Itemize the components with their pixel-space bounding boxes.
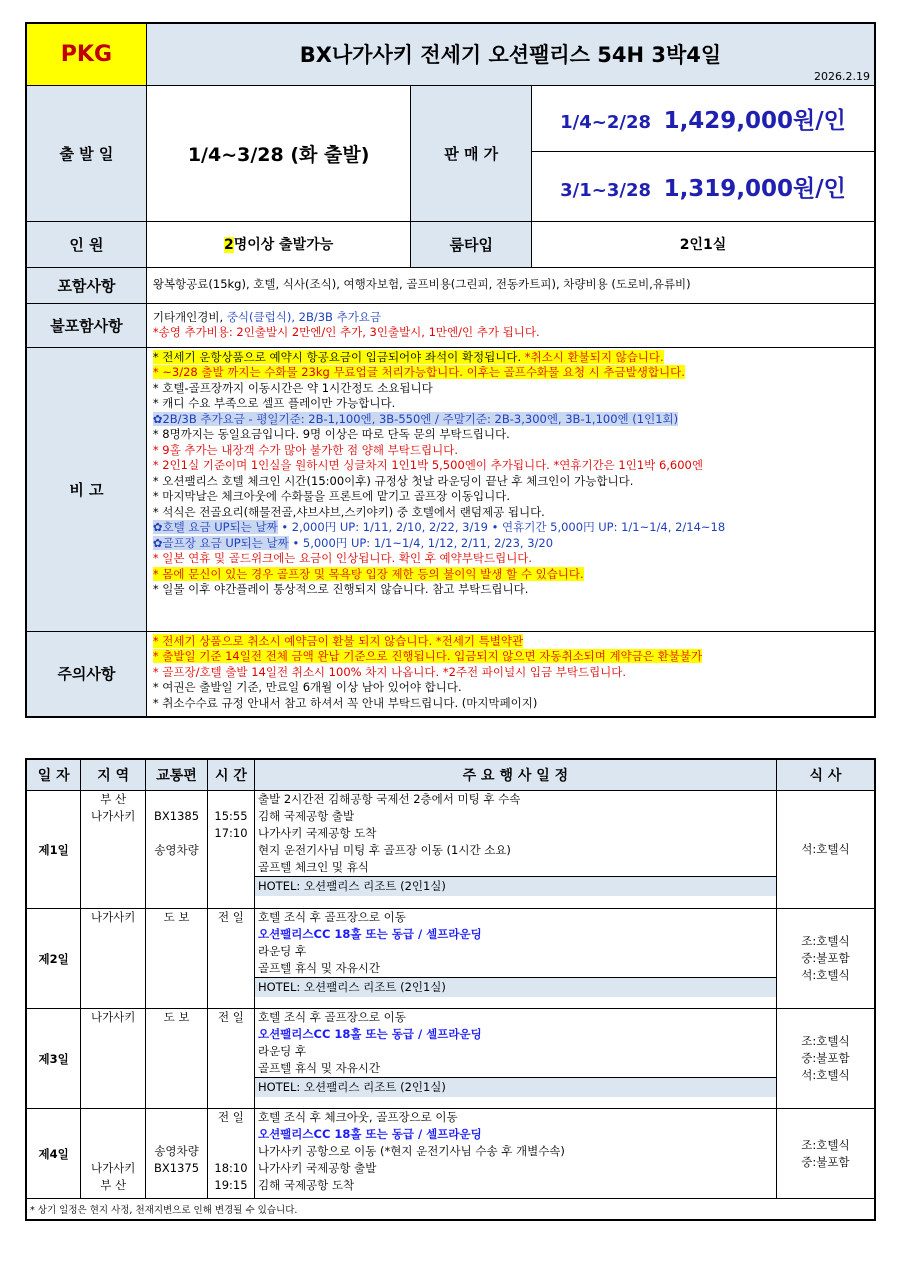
people-value: 2명이상 출발가능	[146, 221, 411, 267]
day-meal: 조:호텔식 중:불포함	[776, 1109, 875, 1199]
caution-3: * 골프장/호텔 출발 14일전 취소시 100% 차지 나옵니다. *2주전 파이널시 입금 부탁드립니다.	[152, 664, 627, 679]
day-time: 전 일 18:10 19:15	[208, 1109, 255, 1199]
day-time: 전 일	[208, 1009, 255, 1109]
day-transport: 도 보	[146, 1009, 208, 1109]
col-transport: 교통편	[146, 759, 208, 791]
day-label: 제4일	[26, 1109, 81, 1199]
day-time: 전 일	[208, 909, 255, 1009]
depart-value: 1/4~3/28 (화 출발)	[146, 85, 411, 221]
day-time: 15:55 17:10	[208, 791, 255, 909]
note-5: ✿2B/3B 추가요금 - 평일기준: 2B-1,100엔, 3B-550엔 / 주말기준: 2B-3,300엔, 3B-1,100엔 (1인1회)	[152, 411, 679, 426]
day-label: 제2일	[26, 909, 81, 1009]
day-label: 제3일	[26, 1009, 81, 1109]
day-row-3	[26, 1009, 875, 1109]
depart-label: 출 발 일	[26, 85, 146, 221]
note-10: * 마지막날은 체크아웃에 수화물을 프론트에 맡기고 골프장 이동입니다.	[152, 489, 510, 503]
day-schedule: 출발 2시간전 김해공항 국제선 2층에서 미팅 후 수속 김해 국제공항 출발 나가사키 국제공항 도착 현지 운전기사님 미팅 후 골프장 이동 (1시간 소요) 골프텔 체크인 및 휴식 HOTEL: 오션팰리스 리조트 (2인1실)	[254, 791, 776, 909]
document-date: 2026.2.19	[814, 69, 870, 83]
note-1: * 전세기 운항상품으로 예약시 항공요금이 입금되어야 좌석이 확정됩니다. *취소시 환불되지 않습니다.	[152, 349, 664, 364]
day-label: 제1일	[26, 791, 81, 909]
hotel-line: HOTEL: 오션팰리스 리조트 (2인1실)	[255, 977, 776, 997]
notes-list	[146, 347, 875, 631]
day-meal: 조:호텔식 중:불포함 석:호텔식	[776, 1009, 875, 1109]
caution-5: * 취소수수료 규정 안내서 참고 하셔서 꼭 안내 부탁드립니다. (마지막페이지)	[152, 695, 538, 710]
people-label: 인 원	[26, 221, 146, 267]
title-text: BX나가사키 전세기 오션팰리스 54H 3박4일	[299, 43, 722, 68]
day-meal: 조:호텔식 중:불포함 석:호텔식	[776, 909, 875, 1009]
note-4: * 캐디 수요 부족으로 셀프 플레이만 가능합니다.	[152, 396, 396, 410]
note-14: * 일본 연휴 및 골드위크에는 요금이 인상됩니다. 확인 후 예약부탁드립니다.	[152, 551, 533, 565]
note-6: * 8명까지는 동일요금입니다. 9명 이상은 따로 단독 문의 부탁드립니다.	[152, 427, 510, 441]
note-11: * 석식은 전골요리(해물전골,샤브샤브,스키야키) 중 호텔에서 랜덤제공 됩니다.	[152, 504, 545, 519]
note-16: * 일몰 이후 야간플레이 통상적으로 진행되지 않습니다. 참고 부탁드립니다.	[152, 582, 529, 596]
exclude-label: 불포함사항	[26, 303, 146, 347]
note-8: * 2인1실 기준이며 1인실을 원하시면 싱글차지 1인1박 5,500엔이 추가됩니다. *연휴기간은 1인1박 6,600엔	[152, 458, 703, 472]
price-label: 판 매 가	[411, 85, 532, 221]
note-13: ✿골프장 요금 UP되는 날짜 • 5,000円 UP: 1/1~1/4, 1/12, 2/11, 2/23, 3/20	[152, 535, 554, 550]
caution-2: * 출발일 기준 14일전 전체 금액 완납 기준으로 진행됩니다. 입금되지 않으면 자동취소되며 계약금은 환불불가	[152, 649, 703, 663]
note-7: * 9홀 추가는 내장객 수가 많아 불가한 점 양해 부탁드립니다.	[152, 442, 458, 457]
col-meal: 식 사	[776, 759, 875, 791]
day-transport: BX1385 송영차량	[146, 791, 208, 909]
hotel-line: HOTEL: 오션팰리스 리조트 (2인1실)	[255, 1077, 776, 1097]
room-label: 룸타입	[411, 221, 532, 267]
note-9: * 오션팰리스 호텔 체크인 시간(15:00이후) 규정상 첫날 라운딩이 끝난 후 체크인이 가능합니다.	[152, 473, 634, 488]
include-label: 포함사항	[26, 267, 146, 303]
caution-4: * 여권은 출발일 기준, 만료일 6개월 이상 남아 있어야 합니다.	[152, 680, 462, 694]
day-meal: 석:호텔식	[776, 791, 875, 909]
day-row-2	[26, 909, 875, 1009]
day-region: 나가사키	[81, 1009, 146, 1109]
page-title	[146, 23, 875, 85]
caution-list	[146, 631, 875, 717]
notes-label: 비 고	[26, 347, 146, 631]
day-region: 나가사키	[81, 909, 146, 1009]
day-row-4	[26, 1109, 875, 1199]
day-schedule: 호텔 조식 후 체크아웃, 골프장으로 이동 오션팰리스CC 18홀 또는 동급 / 셀프라운딩 나가사키 공항으로 이동 (*현지 운전기사님 수송 후 개별수속) 나가사키 국제공항 출발 김해 국제공항 도착	[254, 1109, 776, 1199]
col-region: 지 역	[81, 759, 146, 791]
price-row-2: 3/1~3/28 1,319,000원/인	[532, 151, 875, 221]
itinerary-header	[26, 759, 875, 791]
exclude-value: 기타개인경비, 중식(클럽식), 2B/3B 추가요금 *송영 추가비용: 2인출발시 2만엔/인 추가, 3인출발시, 1만엔/인 추가 됩니다.	[146, 303, 875, 347]
itinerary-table	[25, 758, 876, 1221]
col-time: 시 간	[208, 759, 255, 791]
col-date: 일 자	[26, 759, 81, 791]
note-3: * 호텔-골프장까지 이동시간은 약 1시간정도 소요됩니다	[152, 380, 433, 395]
pkg-badge: PKG	[26, 23, 146, 85]
day-row-1	[26, 791, 875, 909]
room-value: 2인1실	[532, 221, 875, 267]
day-transport: 도 보	[146, 909, 208, 1009]
price-row-1: 1/4~2/28 1,429,000원/인	[532, 85, 875, 151]
itinerary-footnote: * 상기 일정은 현지 사정, 천재지변으로 인해 변경될 수 있습니다.	[26, 1199, 875, 1221]
caution-1: * 전세기 상품으로 취소시 예약금이 환불 되지 않습니다. *전세기 특별약관	[152, 633, 524, 648]
note-2: * ~3/28 출발 까지는 수화물 23kg 무료업글 처리가능합니다. 이후는 골프수화물 요청 시 추금발생합니다.	[152, 365, 685, 379]
package-info-table	[25, 22, 876, 718]
day-transport: 송영차량 BX1375	[146, 1109, 208, 1199]
day-schedule: 호텔 조식 후 골프장으로 이동 오션팰리스CC 18홀 또는 동급 / 셀프라운딩 라운딩 후 골프텔 휴식 및 자유시간 HOTEL: 오션팰리스 리조트 (2인1실)	[254, 1009, 776, 1109]
hotel-line: HOTEL: 오션팰리스 리조트 (2인1실)	[255, 876, 776, 896]
include-value: 왕복항공료(15kg), 호텔, 식사(조식), 여행자보험, 골프비용(그린피, 전동카트피), 차량비용 (도로비,유류비)	[146, 267, 875, 303]
caution-label: 주의사항	[26, 631, 146, 717]
day-region: 부 산 나가사키	[81, 791, 146, 909]
note-15: * 몸에 문신이 있는 경우 골프장 및 목욕탕 입장 제한 등의 불이익 발생 할 수 있습니다.	[152, 566, 584, 581]
day-schedule: 호텔 조식 후 골프장으로 이동 오션팰리스CC 18홀 또는 동급 / 셀프라운딩 라운딩 후 골프텔 휴식 및 자유시간 HOTEL: 오션팰리스 리조트 (2인1실)	[254, 909, 776, 1009]
note-12: ✿호텔 요금 UP되는 날짜 • 2,000円 UP: 1/11, 2/10, 2/22, 3/19 • 연휴기간 5,000円 UP: 1/1~1/4, 2/14~18	[152, 520, 726, 534]
col-schedule: 주 요 행 사 일 정	[254, 759, 776, 791]
day-region: 나가사키 부 산	[81, 1109, 146, 1199]
